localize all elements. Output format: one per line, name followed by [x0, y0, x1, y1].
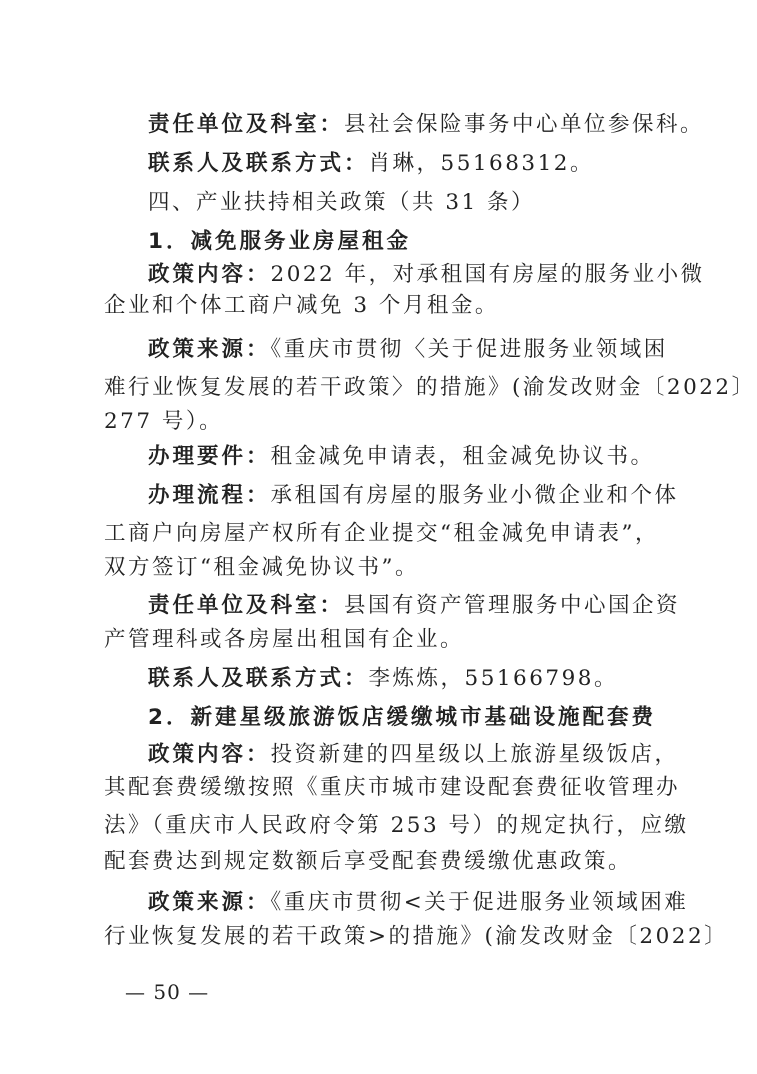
para-policy-source-1-cont2: 277 号）。 — [104, 409, 224, 434]
para-contact-2: 联系人及联系方式：李炼炼，55166798。 — [148, 666, 618, 691]
para-responsible-unit-2: 责任单位及科室：县国有资产管理服务中心国企资 — [148, 593, 681, 618]
para-policy-content-2: 政策内容：投资新建的四星级以上旅游星级饭店， — [148, 742, 679, 767]
item-heading-1: 1．减免服务业房屋租金 — [148, 229, 411, 254]
para-process-cont2: 双方签订“租金减免协议书”。 — [104, 555, 419, 580]
para-contact-1: 联系人及联系方式：肖琳，55168312。 — [148, 151, 594, 176]
item-heading-2: 2．新建星级旅游饭店缓缴城市基础设施配套费 — [148, 705, 656, 730]
para-process: 办理流程：承租国有房屋的服务业小微企业和个体 — [148, 483, 679, 508]
page-number: — 50 — — [125, 980, 210, 1004]
para-policy-source-2: 政策来源：《重庆市贯彻<关于促进服务业领域困难 — [148, 890, 689, 915]
para-required-docs: 办理要件：租金减免申请表，租金减免协议书。 — [148, 444, 655, 469]
section-heading: 四、产业扶持相关政策（共 31 条） — [148, 190, 536, 215]
para-responsible-unit-2-cont: 产管理科或各房屋出租国有企业。 — [104, 627, 465, 652]
para-policy-content-1-cont: 企业和个体工商户减免 3 个月租金。 — [104, 293, 499, 318]
para-policy-content-1: 政策内容：2022 年，对承租国有房屋的服务业小微 — [148, 262, 705, 287]
para-responsible-unit-1: 责任单位及科室：县社会保险事务中心单位参保科。 — [148, 112, 705, 137]
para-policy-content-2-cont3: 配套费达到规定数额后享受配套费缓缴优惠政策。 — [104, 849, 633, 874]
para-policy-content-2-cont2: 法》（重庆市人民政府令第 253 号）的规定执行，应缴 — [104, 813, 689, 838]
para-policy-source-1: 政策来源：《重庆市贯彻〈关于促进服务业领域困 — [148, 337, 668, 362]
para-policy-content-2-cont: 其配套费缓缴按照《重庆市城市建设配套费征收管理办 — [104, 775, 681, 800]
para-process-cont: 工商户向房屋产权所有企业提交“租金减免申请表”， — [104, 521, 659, 546]
para-policy-source-1-cont: 难行业恢复发展的若干政策〉的措施》(渝发改财金〔2022〕 — [104, 375, 756, 400]
para-policy-source-2-cont: 行业恢复发展的若干政策>的措施》(渝发改财金〔2022〕 — [104, 924, 729, 949]
